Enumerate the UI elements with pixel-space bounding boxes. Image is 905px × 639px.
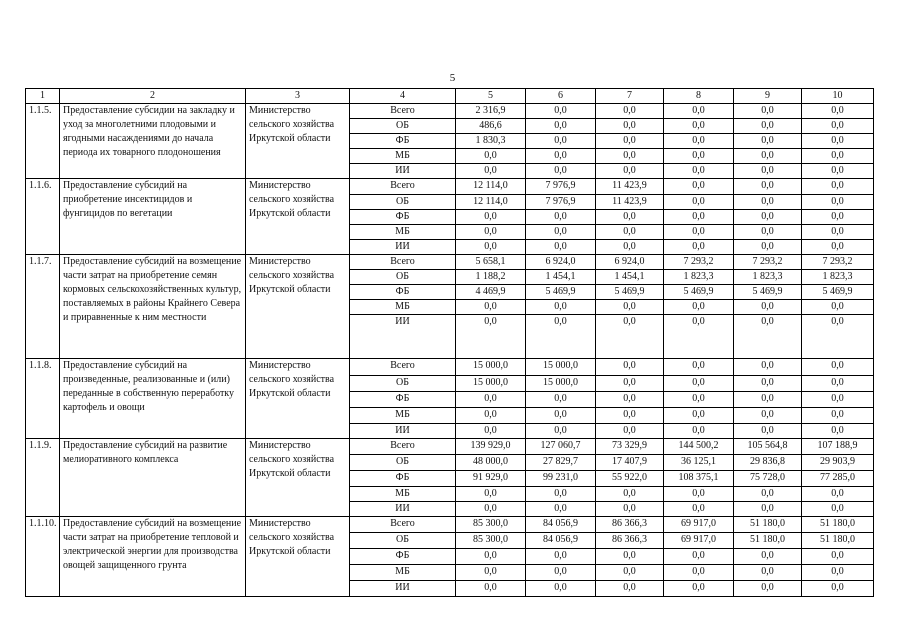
value-cell: 0,0 <box>802 195 874 210</box>
value-cell: 105 564,8 <box>734 439 802 455</box>
value-cell: 15 000,0 <box>456 359 526 376</box>
value-cell: 0,0 <box>802 104 874 119</box>
value-cell: 0,0 <box>596 240 664 255</box>
value-cell: 0,0 <box>596 502 664 517</box>
value-cell: 5 469,9 <box>802 285 874 300</box>
value-cell: 0,0 <box>734 408 802 424</box>
value-cell: 0,0 <box>596 300 664 315</box>
value-cell: 0,0 <box>664 408 734 424</box>
table-row <box>26 255 874 270</box>
value-cell: 0,0 <box>734 119 802 134</box>
value-cell: 0,0 <box>664 424 734 439</box>
value-cell: 0,0 <box>664 225 734 240</box>
responsible-org: Министерство сельского хозяйства Иркутской области <box>246 359 350 439</box>
header-cell: 3 <box>246 89 350 104</box>
value-cell: 0,0 <box>596 424 664 439</box>
value-cell: 0,0 <box>802 134 874 149</box>
value-cell: 5 469,9 <box>526 285 596 300</box>
value-cell: 15 000,0 <box>526 376 596 392</box>
value-cell: 0,0 <box>664 195 734 210</box>
value-cell: 0,0 <box>526 134 596 149</box>
value-cell: 0,0 <box>664 565 734 581</box>
value-cell: 0,0 <box>664 104 734 119</box>
value-cell: 11 423,9 <box>596 179 664 195</box>
value-cell: 4 469,9 <box>456 285 526 300</box>
page-number: 5 <box>449 72 456 84</box>
measure-index: 1.1.5. <box>26 104 60 179</box>
value-cell: 75 728,0 <box>734 471 802 487</box>
value-cell: 7 976,9 <box>526 195 596 210</box>
value-cell: 15 000,0 <box>456 376 526 392</box>
value-cell: 0,0 <box>734 581 802 597</box>
value-cell: 0,0 <box>802 424 874 439</box>
header-cell: 5 <box>456 89 526 104</box>
funding-source: ИИ <box>350 502 456 517</box>
value-cell: 0,0 <box>456 392 526 408</box>
value-cell: 0,0 <box>734 225 802 240</box>
header-cell: 10 <box>802 89 874 104</box>
value-cell: 0,0 <box>734 565 802 581</box>
responsible-org: Министерство сельского хозяйства Иркутской области <box>246 439 350 517</box>
value-cell: 0,0 <box>664 164 734 179</box>
funding-source: ФБ <box>350 285 456 300</box>
value-cell: 1 823,3 <box>734 270 802 285</box>
funding-source: ОБ <box>350 195 456 210</box>
value-cell: 0,0 <box>526 240 596 255</box>
measure-index: 1.1.9. <box>26 439 60 517</box>
responsible-org: Министерство сельского хозяйства Иркутской области <box>246 104 350 179</box>
value-cell: 0,0 <box>802 315 874 359</box>
funding-source: МБ <box>350 487 456 502</box>
funding-source: Всего <box>350 439 456 455</box>
table-row <box>26 359 874 376</box>
value-cell: 0,0 <box>526 210 596 225</box>
value-cell: 0,0 <box>734 502 802 517</box>
value-cell: 1 823,3 <box>664 270 734 285</box>
value-cell: 1 188,2 <box>456 270 526 285</box>
value-cell: 0,0 <box>526 408 596 424</box>
value-cell: 55 922,0 <box>596 471 664 487</box>
funding-source: ИИ <box>350 581 456 597</box>
funding-source: МБ <box>350 225 456 240</box>
value-cell: 0,0 <box>734 104 802 119</box>
value-cell: 0,0 <box>526 104 596 119</box>
value-cell: 85 300,0 <box>456 517 526 533</box>
value-cell: 0,0 <box>596 164 664 179</box>
value-cell: 0,0 <box>526 581 596 597</box>
value-cell: 2 316,9 <box>456 104 526 119</box>
value-cell: 0,0 <box>802 164 874 179</box>
value-cell: 0,0 <box>664 134 734 149</box>
responsible-org: Министерство сельского хозяйства Иркутской области <box>246 255 350 359</box>
value-cell: 0,0 <box>456 240 526 255</box>
header-cell: 4 <box>350 89 456 104</box>
value-cell: 0,0 <box>802 179 874 195</box>
value-cell: 0,0 <box>802 581 874 597</box>
value-cell: 29 836,8 <box>734 455 802 471</box>
value-cell: 12 114,0 <box>456 179 526 195</box>
value-cell: 51 180,0 <box>802 533 874 549</box>
funding-source: МБ <box>350 149 456 164</box>
responsible-org: Министерство сельского хозяйства Иркутской области <box>246 517 350 597</box>
value-cell: 0,0 <box>456 149 526 164</box>
funding-source: ФБ <box>350 549 456 565</box>
value-cell: 0,0 <box>802 359 874 376</box>
value-cell: 99 231,0 <box>526 471 596 487</box>
value-cell: 0,0 <box>456 210 526 225</box>
funding-source: ФБ <box>350 134 456 149</box>
value-cell: 86 366,3 <box>596 517 664 533</box>
funding-source: Всего <box>350 179 456 195</box>
value-cell: 0,0 <box>456 225 526 240</box>
value-cell: 0,0 <box>802 487 874 502</box>
budget-table <box>25 88 874 597</box>
value-cell: 0,0 <box>526 392 596 408</box>
value-cell: 0,0 <box>734 134 802 149</box>
value-cell: 0,0 <box>802 149 874 164</box>
value-cell: 0,0 <box>802 240 874 255</box>
header-cell: 2 <box>60 89 246 104</box>
funding-source: МБ <box>350 300 456 315</box>
value-cell: 0,0 <box>664 315 734 359</box>
value-cell: 0,0 <box>664 376 734 392</box>
value-cell: 0,0 <box>596 359 664 376</box>
value-cell: 0,0 <box>526 487 596 502</box>
value-cell: 1 823,3 <box>802 270 874 285</box>
value-cell: 73 329,9 <box>596 439 664 455</box>
funding-source: ОБ <box>350 533 456 549</box>
funding-source: ИИ <box>350 240 456 255</box>
value-cell: 0,0 <box>456 408 526 424</box>
value-cell: 51 180,0 <box>734 533 802 549</box>
value-cell: 0,0 <box>456 164 526 179</box>
value-cell: 0,0 <box>802 408 874 424</box>
value-cell: 486,6 <box>456 119 526 134</box>
value-cell: 36 125,1 <box>664 455 734 471</box>
value-cell: 0,0 <box>596 225 664 240</box>
funding-source: ОБ <box>350 119 456 134</box>
value-cell: 0,0 <box>734 164 802 179</box>
value-cell: 7 293,2 <box>802 255 874 270</box>
funding-source: МБ <box>350 408 456 424</box>
value-cell: 15 000,0 <box>526 359 596 376</box>
header-cell: 9 <box>734 89 802 104</box>
value-cell: 0,0 <box>596 119 664 134</box>
table-row <box>26 517 874 533</box>
value-cell: 0,0 <box>734 376 802 392</box>
value-cell: 0,0 <box>456 565 526 581</box>
value-cell: 27 829,7 <box>526 455 596 471</box>
value-cell: 0,0 <box>802 376 874 392</box>
value-cell: 12 114,0 <box>456 195 526 210</box>
value-cell: 0,0 <box>664 149 734 164</box>
value-cell: 1 454,1 <box>526 270 596 285</box>
value-cell: 0,0 <box>526 119 596 134</box>
funding-source: ОБ <box>350 455 456 471</box>
value-cell: 0,0 <box>664 179 734 195</box>
value-cell: 0,0 <box>456 315 526 359</box>
measure-index: 1.1.10. <box>26 517 60 597</box>
value-cell: 6 924,0 <box>596 255 664 270</box>
funding-source: ИИ <box>350 424 456 439</box>
value-cell: 51 180,0 <box>802 517 874 533</box>
value-cell: 7 976,9 <box>526 179 596 195</box>
value-cell: 0,0 <box>456 487 526 502</box>
value-cell: 0,0 <box>802 565 874 581</box>
value-cell: 5 469,9 <box>596 285 664 300</box>
value-cell: 0,0 <box>802 300 874 315</box>
value-cell: 0,0 <box>734 300 802 315</box>
value-cell: 0,0 <box>526 424 596 439</box>
value-cell: 0,0 <box>526 315 596 359</box>
measure-title: Предоставление субсидий на произведенные, реализованные и (или) переданные в собственную переработку картофель и овощи <box>60 359 246 439</box>
measure-title: Предоставление субсидий на возмещение части затрат на приобретение семян кормовых сельскохозяйственных культур, поставляемых в районы Крайнего Севера и приравненные к ним местности <box>60 255 246 359</box>
value-cell: 127 060,7 <box>526 439 596 455</box>
value-cell: 0,0 <box>526 549 596 565</box>
value-cell: 29 903,9 <box>802 455 874 471</box>
value-cell: 0,0 <box>664 581 734 597</box>
value-cell: 0,0 <box>596 210 664 225</box>
value-cell: 84 056,9 <box>526 533 596 549</box>
header-row <box>26 89 874 104</box>
value-cell: 5 469,9 <box>664 285 734 300</box>
value-cell: 0,0 <box>526 502 596 517</box>
responsible-org: Министерство сельского хозяйства Иркутской области <box>246 179 350 255</box>
table-row <box>26 179 874 195</box>
value-cell: 0,0 <box>802 502 874 517</box>
measure-title: Предоставление субсидий на возмещение части затрат на приобретение тепловой и электрической энергии для производства овощей защищенного грунта <box>60 517 246 597</box>
value-cell: 5 658,1 <box>456 255 526 270</box>
value-cell: 0,0 <box>734 549 802 565</box>
value-cell: 0,0 <box>456 502 526 517</box>
value-cell: 0,0 <box>526 565 596 581</box>
value-cell: 0,0 <box>734 149 802 164</box>
value-cell: 7 293,2 <box>734 255 802 270</box>
funding-source: Всего <box>350 255 456 270</box>
value-cell: 84 056,9 <box>526 517 596 533</box>
measure-index: 1.1.6. <box>26 179 60 255</box>
value-cell: 144 500,2 <box>664 439 734 455</box>
value-cell: 0,0 <box>664 549 734 565</box>
value-cell: 0,0 <box>802 210 874 225</box>
value-cell: 86 366,3 <box>596 533 664 549</box>
value-cell: 69 917,0 <box>664 517 734 533</box>
value-cell: 0,0 <box>596 408 664 424</box>
funding-source: ИИ <box>350 164 456 179</box>
value-cell: 0,0 <box>734 315 802 359</box>
value-cell: 51 180,0 <box>734 517 802 533</box>
funding-source: Всего <box>350 104 456 119</box>
value-cell: 0,0 <box>456 549 526 565</box>
value-cell: 0,0 <box>734 195 802 210</box>
header-cell: 6 <box>526 89 596 104</box>
measure-index: 1.1.7. <box>26 255 60 359</box>
measure-title: Предоставление субсидии на закладку и уход за многолетними плодовыми и ягодными насаждениями до начала периода их товарного плодоношения <box>60 104 246 179</box>
value-cell: 7 293,2 <box>664 255 734 270</box>
table-row <box>26 104 874 119</box>
measure-title: Предоставление субсидий на приобретение инсектицидов и фунгицидов по вегетации <box>60 179 246 255</box>
value-cell: 1 454,1 <box>596 270 664 285</box>
value-cell: 0,0 <box>802 119 874 134</box>
value-cell: 0,0 <box>734 487 802 502</box>
value-cell: 0,0 <box>734 359 802 376</box>
value-cell: 0,0 <box>664 119 734 134</box>
value-cell: 0,0 <box>734 179 802 195</box>
funding-source: ФБ <box>350 392 456 408</box>
value-cell: 0,0 <box>526 149 596 164</box>
value-cell: 0,0 <box>664 392 734 408</box>
value-cell: 0,0 <box>734 392 802 408</box>
table-row <box>26 439 874 455</box>
value-cell: 0,0 <box>596 487 664 502</box>
value-cell: 0,0 <box>596 581 664 597</box>
value-cell: 0,0 <box>734 210 802 225</box>
value-cell: 0,0 <box>596 549 664 565</box>
value-cell: 0,0 <box>596 565 664 581</box>
measure-title: Предоставление субсидий на развитие мелиоративного комплекса <box>60 439 246 517</box>
funding-source: ФБ <box>350 210 456 225</box>
value-cell: 0,0 <box>456 581 526 597</box>
value-cell: 77 285,0 <box>802 471 874 487</box>
value-cell: 0,0 <box>526 225 596 240</box>
value-cell: 0,0 <box>802 225 874 240</box>
funding-source: Всего <box>350 359 456 376</box>
value-cell: 0,0 <box>596 134 664 149</box>
value-cell: 0,0 <box>456 300 526 315</box>
value-cell: 0,0 <box>456 424 526 439</box>
funding-source: МБ <box>350 565 456 581</box>
value-cell: 0,0 <box>664 359 734 376</box>
funding-source: ФБ <box>350 471 456 487</box>
value-cell: 108 375,1 <box>664 471 734 487</box>
value-cell: 0,0 <box>664 210 734 225</box>
header-cell: 7 <box>596 89 664 104</box>
funding-source: ОБ <box>350 270 456 285</box>
header-cell: 8 <box>664 89 734 104</box>
value-cell: 0,0 <box>664 300 734 315</box>
value-cell: 69 917,0 <box>664 533 734 549</box>
value-cell: 0,0 <box>664 240 734 255</box>
value-cell: 0,0 <box>596 315 664 359</box>
value-cell: 1 830,3 <box>456 134 526 149</box>
funding-source: ОБ <box>350 376 456 392</box>
value-cell: 107 188,9 <box>802 439 874 455</box>
value-cell: 0,0 <box>802 549 874 565</box>
value-cell: 48 000,0 <box>456 455 526 471</box>
value-cell: 17 407,9 <box>596 455 664 471</box>
measure-index: 1.1.8. <box>26 359 60 439</box>
value-cell: 0,0 <box>596 392 664 408</box>
value-cell: 0,0 <box>734 424 802 439</box>
value-cell: 11 423,9 <box>596 195 664 210</box>
value-cell: 0,0 <box>802 392 874 408</box>
value-cell: 0,0 <box>596 149 664 164</box>
value-cell: 85 300,0 <box>456 533 526 549</box>
value-cell: 0,0 <box>596 376 664 392</box>
funding-source: Всего <box>350 517 456 533</box>
value-cell: 91 929,0 <box>456 471 526 487</box>
value-cell: 0,0 <box>664 487 734 502</box>
funding-source: ИИ <box>350 315 456 359</box>
value-cell: 0,0 <box>664 502 734 517</box>
value-cell: 139 929,0 <box>456 439 526 455</box>
value-cell: 0,0 <box>734 240 802 255</box>
value-cell: 6 924,0 <box>526 255 596 270</box>
value-cell: 0,0 <box>596 104 664 119</box>
value-cell: 0,0 <box>526 300 596 315</box>
value-cell: 5 469,9 <box>734 285 802 300</box>
header-cell: 1 <box>26 89 60 104</box>
value-cell: 0,0 <box>526 164 596 179</box>
